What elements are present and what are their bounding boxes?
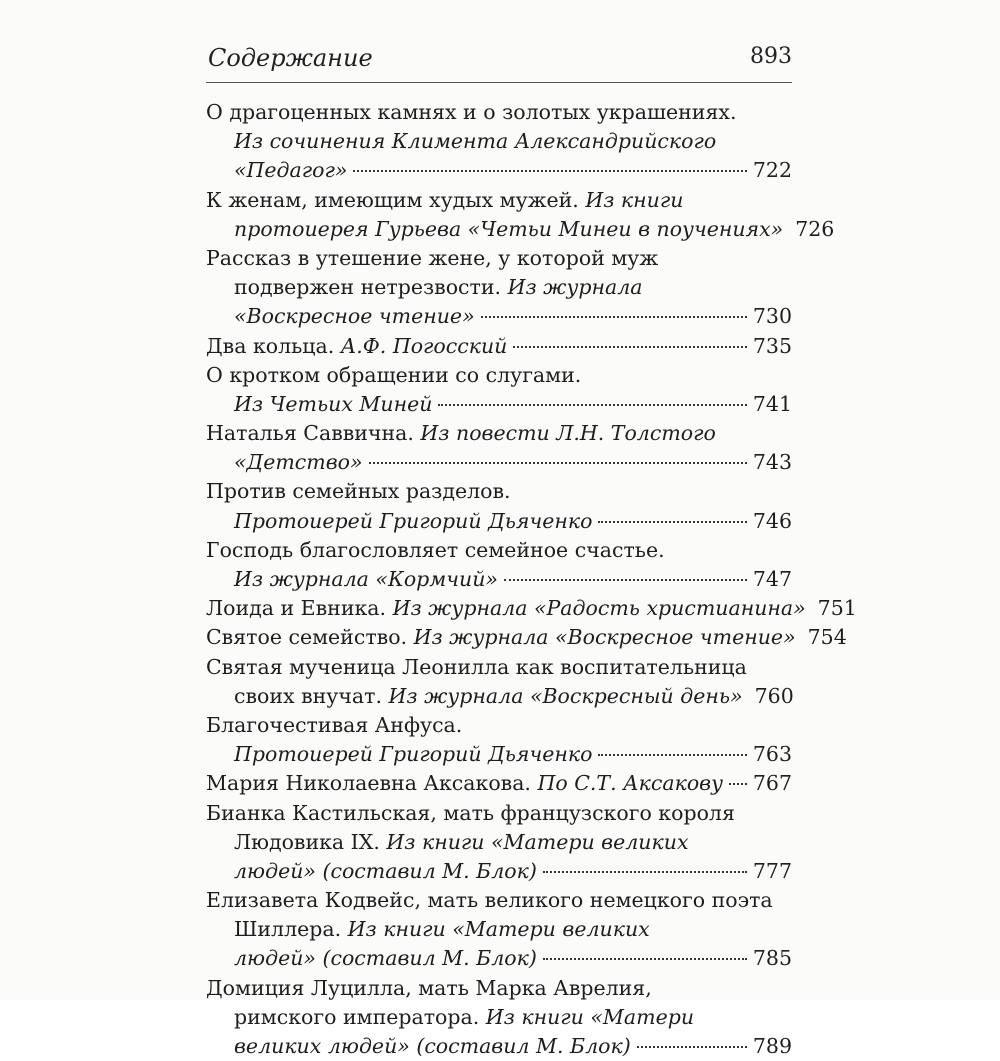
toc-entry-line — [206, 1003, 792, 1032]
entry-page-number: 785 — [752, 946, 792, 971]
entry-source-text: Из книги «Матери великих — [347, 917, 650, 942]
entry-source-text: А.Ф. Погосский — [340, 333, 508, 358]
entry-source-text: Из сочинения Климента Александрийского — [234, 129, 717, 154]
dot-leader — [353, 169, 746, 172]
entry-page-number: 726 — [795, 216, 835, 241]
entry-page-number: 763 — [752, 742, 792, 767]
entry-title-text: Лоида и Евника. — [206, 596, 393, 621]
toc-entry-text — [234, 565, 498, 594]
toc-entry-line — [206, 799, 792, 828]
dot-leader — [598, 753, 746, 756]
entry-source-text: Из повести Л.Н. Толстого — [420, 421, 716, 446]
toc-entry-line — [206, 477, 792, 506]
page-header — [206, 42, 792, 78]
header-rule — [206, 82, 792, 83]
entry-page-number: 746 — [752, 508, 792, 533]
toc-entry-text — [234, 682, 743, 711]
entry-page-number: 777 — [752, 858, 792, 883]
toc-entry-line — [206, 448, 792, 477]
toc-entry-line — [206, 419, 792, 448]
toc-entry-line — [206, 740, 792, 769]
toc-entry — [206, 886, 792, 974]
entry-source-text: Из журнала «Воскресное чтение» — [413, 625, 796, 650]
dot-leader — [504, 578, 747, 581]
dot-leader — [438, 403, 746, 406]
toc-entry — [206, 536, 792, 594]
entry-source-text: Из книги «Матери — [485, 1004, 695, 1029]
entry-page-number: 754 — [807, 625, 847, 650]
toc-entry-text — [206, 594, 806, 623]
entry-source-text: Протоиерей Григорий Дьяченко — [234, 508, 593, 533]
entry-source-text: Из журнала «Радость христианина» — [392, 596, 806, 621]
entry-title-text: подвержен нетрезвости. — [234, 275, 508, 300]
toc-entry-line — [206, 361, 792, 390]
toc-entry-line — [206, 215, 835, 244]
toc-entry-line — [206, 711, 792, 740]
toc-entry-text — [234, 507, 592, 536]
entry-page-number: 730 — [752, 304, 792, 329]
toc-entry — [206, 186, 835, 244]
toc-entry-line — [206, 828, 792, 857]
toc-entry-text — [234, 1032, 631, 1061]
toc-entry-text — [234, 857, 537, 886]
toc-entry-line — [206, 302, 792, 331]
entry-title-text: К женам, имеющим худых мужей. — [206, 187, 586, 212]
toc-entry — [206, 477, 792, 535]
toc-entry — [206, 594, 857, 623]
entry-page-number: 747 — [752, 567, 792, 591]
toc-entry-text — [206, 332, 507, 361]
toc-entry-line — [206, 915, 792, 944]
entry-title-text: Людовика IX. — [234, 829, 387, 854]
toc-entry — [206, 332, 792, 361]
entry-page-number: 760 — [754, 683, 794, 708]
toc-entry-line — [206, 974, 792, 1003]
dot-leader — [729, 782, 747, 785]
toc-entry — [206, 974, 792, 1061]
entry-page-number: 767 — [752, 771, 792, 796]
entry-page-number: 743 — [752, 450, 792, 475]
table-of-contents — [206, 98, 857, 1061]
toc-entry-line — [206, 244, 792, 273]
toc-entry-text — [234, 740, 592, 769]
dot-leader — [543, 957, 747, 960]
entry-title-text: Господь благословляет семейное счастье. — [206, 537, 665, 562]
dot-leader — [637, 1045, 747, 1048]
toc-entry-text — [206, 769, 723, 798]
toc-entry — [206, 623, 847, 652]
entry-page-number: 735 — [752, 333, 792, 358]
toc-entry — [206, 419, 792, 477]
toc-entry-line — [206, 98, 792, 127]
entry-source-text: Из журнала — [507, 275, 643, 300]
entry-title-text: своих внучат. — [234, 683, 389, 708]
entry-title-text: О драгоценных камнях и о золотых украшениях. — [206, 100, 737, 124]
toc-entry — [206, 653, 792, 711]
toc-entry-line — [206, 1032, 792, 1061]
toc-entry-line — [206, 273, 792, 302]
toc-entry-line — [206, 623, 847, 652]
entry-title-text: Елизавета Кодвейс, мать великого немецкого поэта — [206, 888, 773, 913]
entry-title-text: римского императора. — [234, 1004, 486, 1029]
dot-leader — [369, 461, 747, 464]
dot-leader — [543, 870, 747, 873]
toc-entry-text — [234, 156, 347, 185]
entry-source-text: людей» (составил М. Блок) — [234, 946, 537, 971]
toc-entry-line — [206, 857, 792, 886]
entry-title-text: Рассказ в утешение жене, у которой муж — [206, 245, 659, 270]
toc-entry-line — [206, 186, 792, 215]
entry-source-text: Из журнала «Воскресный день» — [388, 683, 743, 708]
entry-source-text: Из Четьих Миней — [234, 391, 433, 416]
toc-entry-text — [234, 944, 537, 973]
entry-source-text: «Педагог» — [234, 158, 348, 183]
entry-title-text: Бианка Кастильская, мать французского короля — [206, 800, 735, 825]
dot-leader — [513, 345, 747, 348]
toc-entry-line — [206, 653, 792, 682]
entry-source-text: «Воскресное чтение» — [234, 304, 475, 329]
entry-title-text: Шиллера. — [234, 917, 348, 942]
entry-source-text: «Детство» — [234, 450, 363, 475]
entry-title-text: Наталья Саввична. — [206, 421, 421, 446]
entry-source-text: протоиерея Гурьева «Четьи Минеи в поучениях» — [234, 216, 784, 241]
toc-entry-line — [206, 682, 792, 711]
entry-title-text: Два кольца. — [206, 333, 341, 358]
toc-entry — [206, 361, 792, 419]
entry-source-text: Из журнала «Кормчий» — [234, 567, 498, 591]
toc-entry-text — [234, 215, 783, 244]
toc-entry-line — [206, 769, 792, 798]
dot-leader — [481, 315, 747, 318]
entry-title-text: Против семейных разделов. — [206, 479, 511, 504]
toc-entry-text — [206, 623, 796, 652]
toc-entry — [206, 769, 792, 798]
entry-source-text: Из книги «Матери великих — [386, 829, 689, 854]
entry-title-text: Мария Николаевна Аксакова. — [206, 771, 538, 796]
entry-source-text: Из книги — [585, 187, 684, 212]
toc-entry-line — [206, 156, 792, 185]
toc-entry-line — [206, 886, 792, 915]
toc-entry-line — [206, 536, 792, 565]
entry-title-text: О кротком обращении со слугами. — [206, 362, 582, 387]
entry-title-text: Святое семейство. — [206, 625, 414, 650]
entry-title-text: Святая мученица Леонилла как воспитательница — [206, 654, 747, 679]
entry-title-text: Благочестивая Анфуса. — [206, 712, 463, 737]
entry-title-text: Домиция Луцилла, мать Марка Аврелия, — [206, 975, 652, 1000]
toc-entry — [206, 244, 792, 332]
toc-entry-text — [234, 390, 432, 419]
dot-leader — [598, 520, 746, 523]
toc-entry — [206, 799, 792, 887]
toc-entry-text — [234, 302, 475, 331]
toc-entry — [206, 98, 792, 186]
toc-entry-line — [206, 332, 792, 361]
toc-entry-line — [206, 390, 792, 419]
toc-entry-line — [206, 944, 792, 973]
entry-page-number: 751 — [817, 596, 857, 621]
entry-page-number: 741 — [752, 391, 792, 416]
entry-source-text: По С.Т. Аксакову — [537, 771, 723, 796]
running-title: Содержание — [208, 44, 373, 72]
page-number: 893 — [750, 44, 792, 69]
toc-entry-line — [206, 127, 792, 156]
toc-entry-line — [206, 565, 792, 594]
toc-entry-line — [206, 507, 792, 536]
entry-source-text: людей» (составил М. Блок) — [234, 858, 537, 883]
toc-entry-text — [234, 448, 363, 477]
entry-source-text: великих людей» (составил М. Блок) — [234, 1034, 631, 1058]
entry-source-text: Протоиерей Григорий Дьяченко — [234, 742, 593, 767]
entry-page-number: 789 — [752, 1034, 792, 1058]
toc-entry-line — [206, 594, 857, 623]
toc-entry — [206, 711, 792, 769]
entry-page-number: 722 — [752, 158, 792, 183]
